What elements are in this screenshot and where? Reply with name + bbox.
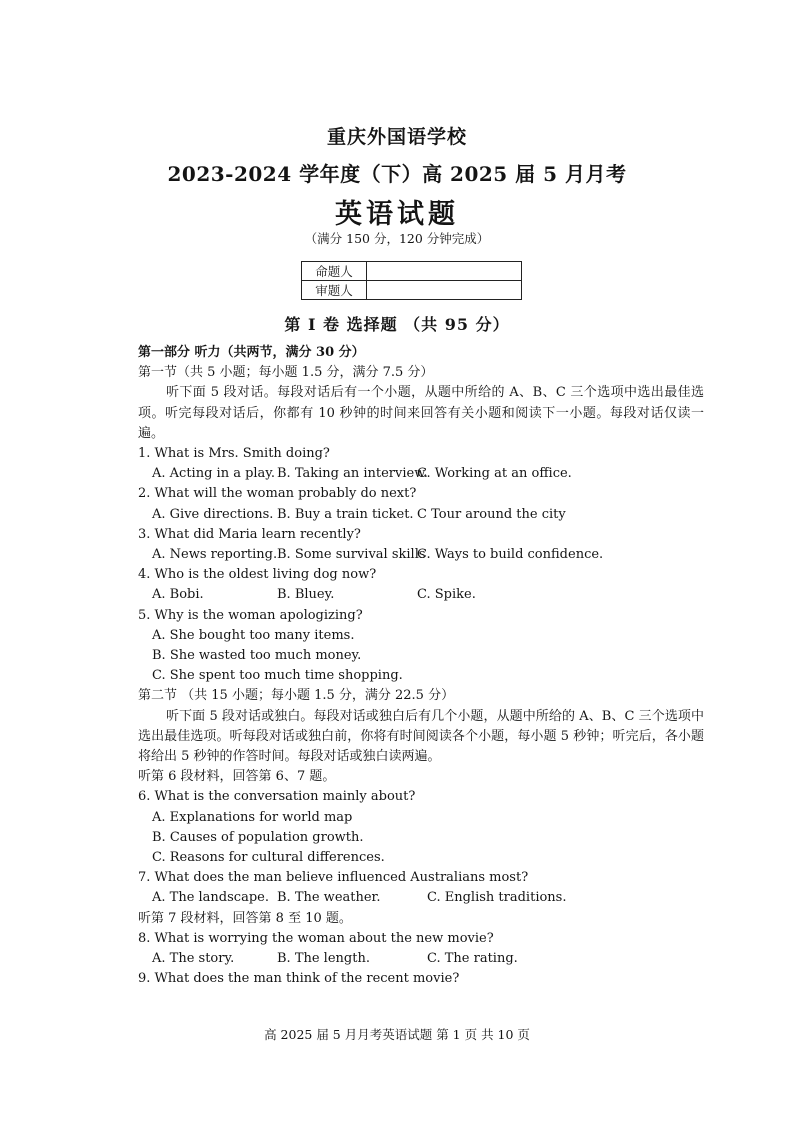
material-7-note: 听第 7 段材料，回答第 8 至 10 题。	[138, 910, 352, 926]
question-1-options	[138, 464, 704, 484]
page-footer: 高 2025 届 5 月月考英语试题 第 1 页 共 10 页	[264, 1027, 530, 1042]
question-5-stem: 5. Why is the woman apologizing?	[138, 607, 363, 623]
option-b: B. Buy a train ticket.	[277, 506, 414, 522]
question-3-stem: 3. What did Maria learn recently?	[138, 526, 361, 542]
volume-title: 第 Ⅰ 卷 选择题 （共 95 分）	[284, 315, 510, 334]
reviewer-row	[302, 281, 522, 300]
option-a: A. The story.	[152, 951, 235, 967]
option-a: A. Explanations for world map	[152, 809, 353, 825]
option-b: B. Bluey.	[277, 587, 335, 603]
section1-instructions: 听下面 5 段对话。每段对话后有一个小题，从题中所给的 A、B、C 三个选项中选出最佳选项。听完每段对话后，你都有 10 秒钟的时间来回答有关小题和阅读下一小题。每段对话仅读一遍。	[138, 385, 704, 441]
question-3-options	[138, 545, 704, 565]
option-a: A. Give directions.	[152, 506, 274, 522]
option-b: B. Taking an interview.	[277, 466, 428, 482]
school-name: 重庆外国语学校	[326, 126, 467, 148]
option-c: C. Reasons for cultural differences.	[152, 850, 385, 866]
question-9-stem: 9. What does the man think of the recent movie?	[138, 971, 460, 987]
section2-title: 第二节 （共 15 小题；每小题 1.5 分，满分 22.5 分）	[138, 688, 455, 704]
section1-title: 第一节（共 5 小题；每小题 1.5 分，满分 7.5 分）	[138, 365, 434, 381]
question-8-options	[138, 949, 704, 969]
option-a: A. Acting in a play.	[152, 466, 276, 482]
option-b: B. Causes of population growth.	[152, 829, 364, 845]
option-c: C. English traditions.	[427, 890, 567, 906]
author-row	[302, 262, 522, 281]
option-a: A. She bought too many items.	[152, 627, 355, 643]
question-1-stem: 1. What is Mrs. Smith doing?	[138, 446, 330, 462]
section2-instructions: 听下面 5 段对话或独白。每段对话或独白后有几个小题，从题中所给的 A、B、C 三个选项中选出最佳选项。听每段对话或独白前，你将有时间阅读各个小题，每小题 5 秒钟；听完后，各小题将给出 5 秒钟的作答时间。每段对话或独白读两遍。	[138, 708, 704, 765]
question-4-options	[138, 585, 704, 605]
reviewer-label: 审题人	[302, 281, 367, 300]
authors-table	[301, 261, 522, 300]
option-c: C. Working at an office.	[417, 466, 572, 482]
option-c: C. Ways to build confidence.	[417, 547, 604, 563]
option-b: B. The length.	[277, 951, 370, 967]
option-c: C. Spike.	[417, 587, 476, 603]
question-2-stem: 2. What will the woman probably do next?	[138, 486, 417, 502]
option-a: A. News reporting.	[152, 547, 278, 563]
part1-title: 第一部分 听力（共两节，满分 30 分）	[138, 345, 365, 360]
question-7-stem: 7. What does the man believe influenced Australians most?	[138, 870, 529, 886]
exam-content	[138, 343, 704, 990]
score-info: （满分 150 分，120 分钟完成）	[304, 231, 490, 246]
option-c: C. She spent too much time shopping.	[152, 668, 403, 684]
option-b: B. The weather.	[277, 890, 381, 906]
option-b: B. She wasted too much money.	[152, 648, 362, 664]
option-a: A. The landscape.	[152, 890, 269, 906]
question-4-stem: 4. Who is the oldest living dog now?	[138, 567, 377, 583]
author-label: 命题人	[302, 262, 367, 281]
reviewer-value	[367, 281, 522, 300]
question-2-options	[138, 505, 704, 525]
exam-title: 2023-2024 学年度（下）高 2025 届 5 月月考	[167, 162, 627, 186]
option-c: C Tour around the city	[417, 506, 566, 522]
option-a: A. Bobi.	[152, 587, 204, 603]
question-6-stem: 6. What is the conversation mainly about?	[138, 789, 416, 805]
option-b: B. Some survival skills	[277, 547, 426, 563]
question-7-options	[138, 888, 704, 908]
option-c: C. The rating.	[427, 951, 518, 967]
question-8-stem: 8. What is worrying the woman about the new movie?	[138, 930, 494, 946]
author-value	[367, 262, 522, 281]
subject-title: 英语试题	[335, 199, 459, 230]
material-6-note: 听第 6 段材料，回答第 6、7 题。	[138, 769, 336, 785]
